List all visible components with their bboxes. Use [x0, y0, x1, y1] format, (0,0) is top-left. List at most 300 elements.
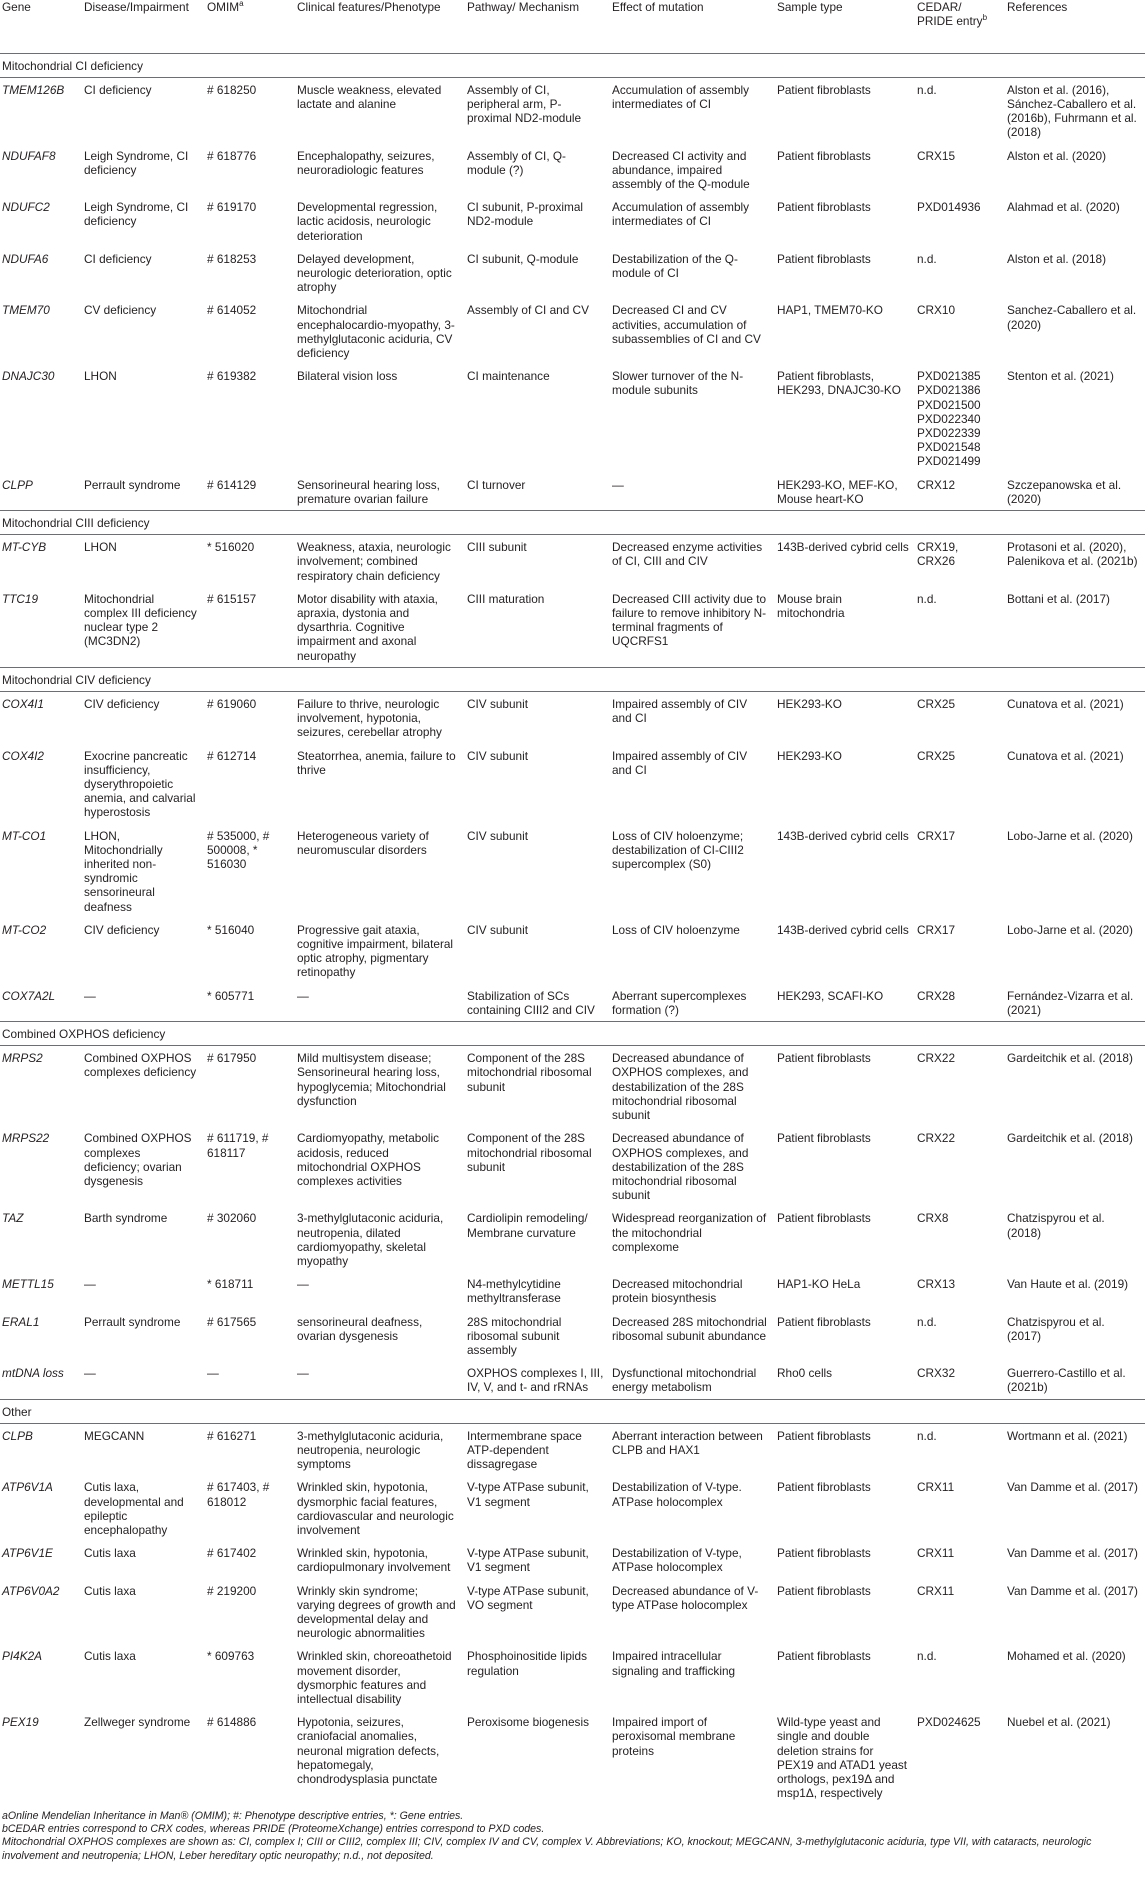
- omim-cell: # 618250: [207, 82, 257, 97]
- disease-cell: Combined OXPHOS complexes deficiency: [84, 1051, 197, 1080]
- table-row: [0, 1579, 1145, 1645]
- entry-cell-text: CRX11: [917, 1480, 955, 1495]
- table-row: [0, 587, 1145, 668]
- entry-cell-text: n.d.: [917, 1428, 937, 1443]
- entry-cell-text: n.d.: [917, 82, 937, 97]
- gene-cell: COX4I1: [2, 697, 44, 712]
- disease-cell: Perrault syndrome: [84, 477, 181, 492]
- effect-cell: Decreased abundance of V-type ATPase holocomplex: [612, 1583, 759, 1612]
- pathway-cell: Component of the 28S mitochondrial ribosomal subunit: [467, 1131, 592, 1174]
- gene-cell: COX7A2L: [2, 988, 56, 1003]
- footnote-abbreviations: Mitochondrial OXPHOS complexes are shown as: CI, complex I; CIII or CIII2, complex III; CIV, complex IV and CV, complex V. Abbreviations; KO, knockout; MEGCANN, 3-methylglutaconic aciduria, type VII, with cataracts, neurologic involvement and neutropenia; LHON, Leber hereditary optic neuropathy; n.d., not deposited.: [2, 1836, 1092, 1862]
- sample-cell: HAP1, TMEM70-KO: [777, 303, 883, 318]
- header-entry-label: CEDAR/ PRIDE entry: [917, 0, 983, 29]
- clinical-cell: 3-methylglutaconic aciduria, neutropenia, neurologic symptoms: [297, 1428, 444, 1472]
- header-gene: Gene: [2, 0, 31, 14]
- sample-cell: Patient fibroblasts: [777, 1051, 871, 1066]
- sample-cell: Patient fibroblasts: [777, 1649, 871, 1664]
- entry-cell: [915, 1541, 1005, 1578]
- header-omim: [205, 0, 295, 53]
- omim-cell: # 619382: [207, 369, 257, 384]
- pathway-cell: CIV subunit: [467, 828, 528, 843]
- effect-cell: Impaired assembly of CIV and CI: [612, 697, 748, 726]
- sample-cell: Patient fibroblasts: [777, 1546, 871, 1561]
- references-cell: Gardeitchik et al. (2018): [1007, 1051, 1133, 1066]
- disease-cell: Barth syndrome: [84, 1211, 168, 1226]
- table-row: [0, 535, 1145, 587]
- clinical-cell: Wrinkly skin syndrome; varying degrees of growth and developmental delay and neurologic abnormalities: [297, 1583, 456, 1641]
- omim-cell: # 219200: [207, 1583, 257, 1598]
- gene-cell: MRPS22: [2, 1131, 50, 1146]
- entry-cell: [915, 1579, 1005, 1645]
- omim-cell: # 619170: [207, 200, 257, 215]
- entry-cell: [915, 1206, 1005, 1272]
- sample-cell: Mouse brain mitochondria: [777, 591, 845, 620]
- effect-cell: Decreased abundance of OXPHOS complexes, and destabilization of the 28S mitochondrial ribosomal subunit: [612, 1131, 749, 1203]
- omim-cell: * 609763: [207, 1649, 255, 1664]
- gene-cell: CLPB: [2, 1428, 33, 1443]
- pathway-cell: CIII subunit: [467, 540, 527, 555]
- sample-cell: Patient fibroblasts: [777, 1211, 871, 1226]
- effect-cell: Dysfunctional mitochondrial energy metabolism: [612, 1366, 757, 1395]
- clinical-cell: Progressive gait ataxia, cognitive impairment, bilateral optic atrophy, pigmentary retinopathy: [297, 922, 454, 980]
- omim-cell: * 605771: [207, 988, 255, 1003]
- entry-cell-text: CRX10: [917, 303, 956, 318]
- references-cell: Mohamed et al. (2020): [1007, 1649, 1126, 1664]
- disease-cell: Cutis laxa: [84, 1546, 136, 1561]
- disease-cell: Cutis laxa: [84, 1583, 136, 1598]
- disease-cell: Leigh Syndrome, CI deficiency: [84, 200, 189, 229]
- entry-cell: [915, 1423, 1005, 1475]
- entry-cell-text: CRX8: [917, 1211, 949, 1226]
- entry-cell-text: CRX11: [917, 1546, 955, 1561]
- pathway-cell: OXPHOS complexes I, III, IV, V, and t- and rRNAs: [467, 1366, 604, 1395]
- entry-cell: [915, 247, 1005, 299]
- entry-cell: [915, 984, 1005, 1022]
- entry-cell-text: CRX25: [917, 748, 956, 763]
- omim-cell: # 614886: [207, 1715, 257, 1730]
- entry-cell-text: CRX13: [917, 1277, 956, 1292]
- pathway-cell: V-type ATPase subunit, V1 segment: [467, 1480, 589, 1509]
- entry-cell: [915, 1046, 1005, 1127]
- pathway-cell: V-type ATPase subunit, V1 segment: [467, 1546, 589, 1575]
- omim-cell: # 618253: [207, 251, 257, 266]
- effect-cell: Decreased 28S mitochondrial ribosomal subunit abundance: [612, 1314, 767, 1343]
- section-header: [0, 1399, 1145, 1423]
- footnotes: [2, 1810, 1142, 1863]
- clinical-cell: Sensorineural hearing loss, premature ovarian failure: [297, 477, 440, 506]
- omim-cell: # 617950: [207, 1051, 257, 1066]
- clinical-cell: Hypotonia, seizures, craniofacial anomalies, neuronal migration defects, hepatomegaly, chondrodysplasia punctate: [297, 1715, 440, 1787]
- entry-cell-text: CRX22: [917, 1131, 956, 1146]
- pathway-cell: CI turnover: [467, 477, 526, 492]
- disease-cell: CV deficiency: [84, 303, 157, 318]
- table-body: [0, 53, 1145, 1804]
- entry-cell-text: CRX28: [917, 988, 956, 1003]
- clinical-cell: Wrinkled skin, hypotonia, cardiopulmonary involvement: [297, 1546, 451, 1575]
- effect-cell: Decreased enzyme activities of CI, CIII and CIV: [612, 540, 763, 569]
- table-row: [0, 1206, 1145, 1272]
- references-cell: Van Damme et al. (2017): [1007, 1583, 1138, 1598]
- omim-cell: # 618776: [207, 148, 257, 163]
- sample-cell: HEK293-KO: [777, 748, 842, 763]
- entry-cell: [915, 918, 1005, 984]
- pathway-cell: CIV subunit: [467, 748, 528, 763]
- table-row: [0, 1541, 1145, 1578]
- table-row: [0, 1361, 1145, 1399]
- pathway-cell: 28S mitochondrial ribosomal subunit assembly: [467, 1314, 562, 1357]
- references-cell: Van Haute et al. (2019): [1007, 1277, 1129, 1292]
- pathway-cell: Cardiolipin remodeling/ Membrane curvature: [467, 1211, 588, 1240]
- pathway-cell: Assembly of CI, peripheral arm, P-proximal ND2-module: [467, 82, 582, 126]
- references-cell: Lobo-Jarne et al. (2020): [1007, 828, 1133, 843]
- effect-cell: Impaired assembly of CIV and CI: [612, 748, 748, 777]
- gene-cell: NDUFAF8: [2, 148, 56, 163]
- entry-cell: [915, 587, 1005, 668]
- effect-cell: Decreased CI and CV activities, accumulation of subassemblies of CI and CV: [612, 303, 761, 346]
- entry-cell: [915, 1310, 1005, 1362]
- disease-cell: Cutis laxa: [84, 1649, 136, 1664]
- pathway-cell: Assembly of CI, Q-module (?): [467, 148, 566, 177]
- gene-cell: ATP6V1A: [2, 1480, 53, 1495]
- entry-cell: [915, 473, 1005, 511]
- pathway-cell: Component of the 28S mitochondrial ribosomal subunit: [467, 1051, 592, 1094]
- disease-cell: —: [84, 1366, 96, 1381]
- disease-cell: Leigh Syndrome, CI deficiency: [84, 148, 189, 177]
- table-row: [0, 1475, 1145, 1541]
- sample-cell: 143B-derived cybrid cells: [777, 540, 909, 555]
- entry-cell-text: PXD014936: [917, 200, 981, 215]
- entry-cell: [915, 692, 1005, 744]
- gene-cell: NDUFC2: [2, 200, 50, 215]
- gene-cell: CLPP: [2, 477, 33, 492]
- clinical-cell: Wrinkled skin, hypotonia, dysmorphic facial features, cardiovascular and neurologic involvement: [297, 1480, 454, 1537]
- clinical-cell: Delayed development, neurologic deterioration, optic atrophy: [297, 251, 452, 295]
- references-cell: Chatzispyrou et al. (2018): [1007, 1211, 1105, 1240]
- section-title: Other: [0, 1399, 1145, 1423]
- sample-cell: HEK293-KO, MEF-KO, Mouse heart-KO: [777, 477, 898, 506]
- clinical-cell: Heterogeneous variety of neuromuscular disorders: [297, 828, 429, 857]
- entry-cell-text: n.d.: [917, 591, 937, 606]
- omim-cell: # 616271: [207, 1428, 257, 1443]
- section-header: [0, 53, 1145, 77]
- entry-cell-text: n.d.: [917, 1649, 937, 1664]
- clinical-cell: —: [297, 1277, 309, 1292]
- disease-cell: —: [84, 1277, 96, 1292]
- header-omim-sup: a: [239, 0, 244, 9]
- disease-cell: CI deficiency: [84, 251, 152, 266]
- clinical-cell: Failure to thrive, neurologic involvement, hypotonia, seizures, cerebellar atrophy: [297, 697, 442, 740]
- header-clinical: Clinical features/Phenotype: [297, 0, 441, 14]
- entry-cell-text: CRX15: [917, 148, 956, 163]
- disease-cell: LHON: [84, 540, 117, 555]
- effect-cell: —: [612, 477, 624, 492]
- pathway-cell: N4-methylcytidine methyltransferase: [467, 1277, 561, 1306]
- entry-cell-text: PXD024625: [917, 1715, 981, 1730]
- sample-cell: Patient fibroblasts, HEK293, DNAJC30-KO: [777, 369, 901, 398]
- references-cell: Cunatova et al. (2021): [1007, 697, 1124, 712]
- effect-cell: Impaired import of peroxisomal membrane proteins: [612, 1715, 736, 1758]
- section-title: Mitochondrial CIV deficiency: [0, 667, 1145, 691]
- omim-cell: # 535000, # 500008, * 516030: [207, 828, 270, 872]
- entry-cell-text: n.d.: [917, 1314, 937, 1329]
- disease-cell: Combined OXPHOS complexes deficiency; ovarian dysgenesis: [84, 1131, 192, 1188]
- entry-cell: [915, 744, 1005, 824]
- pathway-cell: CI subunit, P-proximal ND2-module: [467, 200, 584, 229]
- sample-cell: HEK293, SCAFI-KO: [777, 988, 884, 1003]
- table-row: [0, 247, 1145, 299]
- gene-cell: MT-CYB: [2, 540, 47, 555]
- sample-cell: HEK293-KO: [777, 697, 842, 712]
- effect-cell: Slower turnover of the N-module subunits: [612, 369, 744, 398]
- references-cell: Cunatova et al. (2021): [1007, 748, 1124, 763]
- disease-cell: LHON: [84, 369, 117, 384]
- entry-cell: [915, 364, 1005, 472]
- effect-cell: Aberrant supercomplexes formation (?): [612, 988, 747, 1017]
- disease-cell: Zellweger syndrome: [84, 1715, 191, 1730]
- entry-cell: [915, 77, 1005, 143]
- effect-cell: Decreased CIII activity due to failure to remove inhibitory N-terminal fragments of UQCRFS1: [612, 591, 767, 649]
- footnote-b: bCEDAR entries correspond to CRX codes, whereas PRIDE (ProteomeXchange) entries correspond to PXD codes.: [2, 1823, 545, 1836]
- references-cell: Guerrero-Castillo et al. (2021b): [1007, 1366, 1126, 1395]
- sample-cell: Patient fibroblasts: [777, 148, 871, 163]
- section-title: Mitochondrial CI deficiency: [0, 53, 1145, 77]
- clinical-cell: Encephalopathy, seizures, neuroradiologic features: [297, 148, 435, 177]
- clinical-cell: Developmental regression, lactic acidosis, neurologic deterioration: [297, 200, 438, 243]
- sample-cell: 143B-derived cybrid cells: [777, 828, 909, 843]
- effect-cell: Loss of CIV holoenzyme: [612, 922, 740, 937]
- pathway-cell: Peroxisome biogenesis: [467, 1715, 589, 1730]
- footnote-a: aOnline Mendelian Inheritance in Man® (OMIM); #: Phenotype descriptive entries, *: Gene entries.: [2, 1810, 464, 1822]
- effect-cell: Widespread reorganization of the mitochondrial complexome: [612, 1211, 767, 1254]
- pathway-cell: Stabilization of SCs containing CIII2 and CIV: [467, 988, 595, 1017]
- disease-cell: Exocrine pancreatic insufficiency, dyserythropoietic anemia, and calvarial hyperostosis: [84, 748, 196, 820]
- references-cell: Protasoni et al. (2020), Palenikova et al. (2021b): [1007, 540, 1138, 569]
- references-cell: Fernández-Vizarra et al. (2021): [1007, 988, 1134, 1017]
- omim-cell: * 618711: [207, 1277, 254, 1292]
- gene-cell: COX4I2: [2, 748, 44, 763]
- header-effect: Effect of mutation: [612, 0, 704, 14]
- gene-cell: METTL15: [2, 1277, 54, 1292]
- clinical-cell: Cardiomyopathy, metabolic acidosis, reduced mitochondrial OXPHOS complexes activities: [297, 1131, 440, 1188]
- table-row: [0, 1423, 1145, 1475]
- entry-cell-text: PXD021385 PXD021386 PXD021500 PXD022340 PXD022339 PXD021548 PXD021499: [917, 369, 981, 469]
- clinical-cell: Wrinkled skin, choreoathetoid movement disorder, dysmorphic features and intellectual disability: [297, 1649, 452, 1706]
- references-cell: Sanchez-Caballero et al. (2020): [1007, 303, 1137, 332]
- sample-cell: Patient fibroblasts: [777, 251, 871, 266]
- disease-cell: Mitochondrial complex III deficiency nuclear type 2 (MC3DN2): [84, 591, 197, 649]
- omim-cell: # 619060: [207, 697, 257, 712]
- entry-cell: [915, 1361, 1005, 1399]
- gene-cell: TAZ: [2, 1211, 24, 1226]
- references-cell: Bottani et al. (2017): [1007, 591, 1110, 606]
- pathway-cell: CIV subunit: [467, 697, 528, 712]
- header-omim-label: OMIM: [207, 0, 240, 14]
- table-row: [0, 298, 1145, 364]
- references-cell: Alston et al. (2018): [1007, 251, 1107, 266]
- references-cell: Alston et al. (2020): [1007, 148, 1107, 163]
- gene-cell: MT-CO2: [2, 922, 47, 937]
- references-cell: Van Damme et al. (2017): [1007, 1480, 1138, 1495]
- references-cell: Lobo-Jarne et al. (2020): [1007, 922, 1133, 937]
- table-header: [0, 0, 1145, 53]
- sample-cell: Patient fibroblasts: [777, 1583, 871, 1598]
- omim-cell: * 516020: [207, 540, 255, 555]
- omim-cell: # 612714: [207, 748, 257, 763]
- entry-cell: [915, 535, 1005, 587]
- clinical-cell: —: [297, 1366, 309, 1381]
- omim-cell: # 614052: [207, 303, 257, 318]
- clinical-cell: Steatorrhea, anemia, failure to thrive: [297, 748, 456, 777]
- clinical-cell: Mild multisystem disease; Sensorineural hearing loss, hypoglycemia; Mitochondrial dysfunction: [297, 1051, 446, 1108]
- entry-cell-text: CRX25: [917, 697, 956, 712]
- pathway-cell: CIII maturation: [467, 591, 545, 606]
- pathway-cell: Assembly of CI and CV: [467, 303, 589, 318]
- gene-cell: ATP6V1E: [2, 1546, 53, 1561]
- pathway-cell: CIV subunit: [467, 922, 528, 937]
- table-row: [0, 744, 1145, 824]
- table-row: [0, 1272, 1145, 1309]
- entry-cell: [915, 1475, 1005, 1541]
- pathway-cell: CI maintenance: [467, 369, 550, 384]
- entry-cell-text: CRX11: [917, 1583, 955, 1598]
- table-row: [0, 77, 1145, 143]
- omim-cell: # 617403, # 618012: [207, 1480, 270, 1509]
- clinical-cell: —: [297, 988, 309, 1003]
- sample-cell: Rho0 cells: [777, 1366, 833, 1381]
- header-entry-sup: b: [982, 13, 988, 23]
- disease-cell: LHON, Mitochondrially inherited non-syndromic sensorineural deafness: [84, 828, 163, 914]
- disease-cell: MEGCANN: [84, 1428, 145, 1443]
- table-row: [0, 144, 1145, 196]
- effect-cell: Loss of CIV holoenzyme; destabilization of CI-CIII2 supercomplex (S0): [612, 828, 744, 872]
- disease-cell: Perrault syndrome: [84, 1314, 181, 1329]
- entry-cell: [915, 144, 1005, 196]
- gene-cell: TMEM126B: [2, 82, 65, 97]
- references-cell: Wortmann et al. (2021): [1007, 1428, 1128, 1443]
- sample-cell: HAP1-KO HeLa: [777, 1277, 861, 1292]
- section-header: [0, 510, 1145, 534]
- gene-cell: TMEM70: [2, 303, 50, 318]
- entry-cell: [915, 1126, 1005, 1206]
- effect-cell: Accumulation of assembly intermediates of CI: [612, 82, 750, 111]
- disease-cell: CI deficiency: [84, 82, 152, 97]
- references-cell: Chatzispyrou et al. (2017): [1007, 1314, 1105, 1343]
- entry-cell-text: CRX22: [917, 1051, 956, 1066]
- gene-cell: NDUFA6: [2, 251, 49, 266]
- table-row: [0, 364, 1145, 472]
- clinical-cell: sensorineural deafness, ovarian dysgenesis: [297, 1314, 423, 1343]
- table-row: [0, 1126, 1145, 1206]
- gene-cell: DNAJC30: [2, 369, 55, 384]
- omim-cell: * 516040: [207, 922, 255, 937]
- sample-cell: Patient fibroblasts: [777, 1314, 871, 1329]
- gene-cell: ERAL1: [2, 1314, 40, 1329]
- references-cell: Szczepanowska et al. (2020): [1007, 477, 1122, 506]
- table-row: [0, 692, 1145, 744]
- entry-cell: [915, 1710, 1005, 1804]
- disease-cell: CIV deficiency: [84, 697, 160, 712]
- entry-cell: [915, 298, 1005, 364]
- table-row: [0, 824, 1145, 918]
- references-cell: Alston et al. (2016), Sánchez-Caballero et al. (2016b), Fuhrmann et al. (2018): [1007, 82, 1137, 140]
- sample-cell: 143B-derived cybrid cells: [777, 922, 909, 937]
- entry-cell-text: n.d.: [917, 251, 937, 266]
- omim-cell: # 615157: [207, 591, 257, 606]
- disease-cell: Cutis laxa, developmental and epileptic encephalopathy: [84, 1480, 184, 1537]
- gene-cell: PI4K2A: [2, 1649, 43, 1664]
- sample-cell: Patient fibroblasts: [777, 1480, 871, 1495]
- entry-cell-text: CRX12: [917, 477, 956, 492]
- gene-cell: MRPS2: [2, 1051, 43, 1066]
- effect-cell: Aberrant interaction between CLPB and HAX1: [612, 1428, 763, 1457]
- section-title: Mitochondrial CIII deficiency: [0, 510, 1145, 534]
- sample-cell: Patient fibroblasts: [777, 200, 871, 215]
- disease-cell: —: [84, 988, 96, 1003]
- sample-cell: Patient fibroblasts: [777, 1131, 871, 1146]
- entry-cell: [915, 195, 1005, 247]
- section-title: Combined OXPHOS deficiency: [0, 1022, 1145, 1046]
- effect-cell: Decreased CI activity and abundance, impaired assembly of the Q-module: [612, 148, 750, 191]
- effect-cell: Decreased abundance of OXPHOS complexes, and destabilization of the 28S mitochondrial ribosomal subunit: [612, 1051, 749, 1123]
- effect-cell: Accumulation of assembly intermediates of CI: [612, 200, 750, 229]
- sample-cell: Patient fibroblasts: [777, 1428, 871, 1443]
- clinical-cell: Motor disability with ataxia, apraxia, dystonia and dysarthria. Cognitive impairment and axonal neuropathy: [297, 591, 438, 663]
- header-disease: Disease/Impairment: [84, 0, 189, 14]
- sample-cell: Wild-type yeast and single and double deletion strains for PEX19 and ATAD1 yeast orthologs, pex19Δ and msp1Δ, respectively: [777, 1715, 908, 1801]
- header-pathway: Pathway/ Mechanism: [467, 0, 580, 14]
- pathway-cell: CI subunit, Q-module: [467, 251, 579, 266]
- gene-cell: ATP6V0A2: [2, 1583, 60, 1598]
- pathway-cell: Intermembrane space ATP-dependent dissagregase: [467, 1428, 582, 1472]
- section-header: [0, 1022, 1145, 1046]
- references-cell: Stenton et al. (2021): [1007, 369, 1114, 384]
- table-row: [0, 195, 1145, 247]
- sample-cell: Patient fibroblasts: [777, 82, 871, 97]
- header-entry: [915, 0, 1005, 53]
- table-row: [0, 1710, 1145, 1804]
- entry-cell-text: CRX19, CRX26: [917, 540, 959, 569]
- gene-cell: TTC19: [2, 591, 39, 606]
- disease-cell: CIV deficiency: [84, 922, 160, 937]
- table-row: [0, 1046, 1145, 1127]
- entry-cell-text: CRX32: [917, 1366, 956, 1381]
- omim-cell: # 617565: [207, 1314, 257, 1329]
- table-row: [0, 473, 1145, 511]
- effect-cell: Destabilization of V-type. ATPase holocomplex: [612, 1480, 742, 1509]
- gene-cell: mtDNA loss: [2, 1366, 64, 1381]
- references-cell: Van Damme et al. (2017): [1007, 1546, 1138, 1561]
- section-header: [0, 667, 1145, 691]
- clinical-cell: Muscle weakness, elevated lactate and alanine: [297, 82, 442, 111]
- clinical-cell: 3-methylglutaconic aciduria, neutropenia, dilated cardiomyopathy, skeletal myopathy: [297, 1211, 444, 1268]
- omim-cell: # 614129: [207, 477, 257, 492]
- omim-cell: # 611719, # 618117: [207, 1131, 269, 1160]
- table-row: [0, 1310, 1145, 1362]
- gene-cell: PEX19: [2, 1715, 39, 1730]
- references-cell: Alahmad et al. (2020): [1007, 200, 1120, 215]
- pathway-cell: V-type ATPase subunit, VO segment: [467, 1583, 589, 1612]
- omim-cell: —: [207, 1366, 219, 1381]
- effect-cell: Destabilization of the Q-module of CI: [612, 251, 738, 280]
- effect-cell: Decreased mitochondrial protein biosynthesis: [612, 1277, 743, 1306]
- clinical-cell: Weakness, ataxia, neurologic involvement; combined respiratory chain deficiency: [297, 540, 451, 583]
- table-row: [0, 984, 1145, 1022]
- references-cell: Nuebel et al. (2021): [1007, 1715, 1111, 1730]
- effect-cell: Destabilization of V-type, ATPase holocomplex: [612, 1546, 742, 1575]
- references-cell: Gardeitchik et al. (2018): [1007, 1131, 1133, 1146]
- gene-cell: MT-CO1: [2, 828, 47, 843]
